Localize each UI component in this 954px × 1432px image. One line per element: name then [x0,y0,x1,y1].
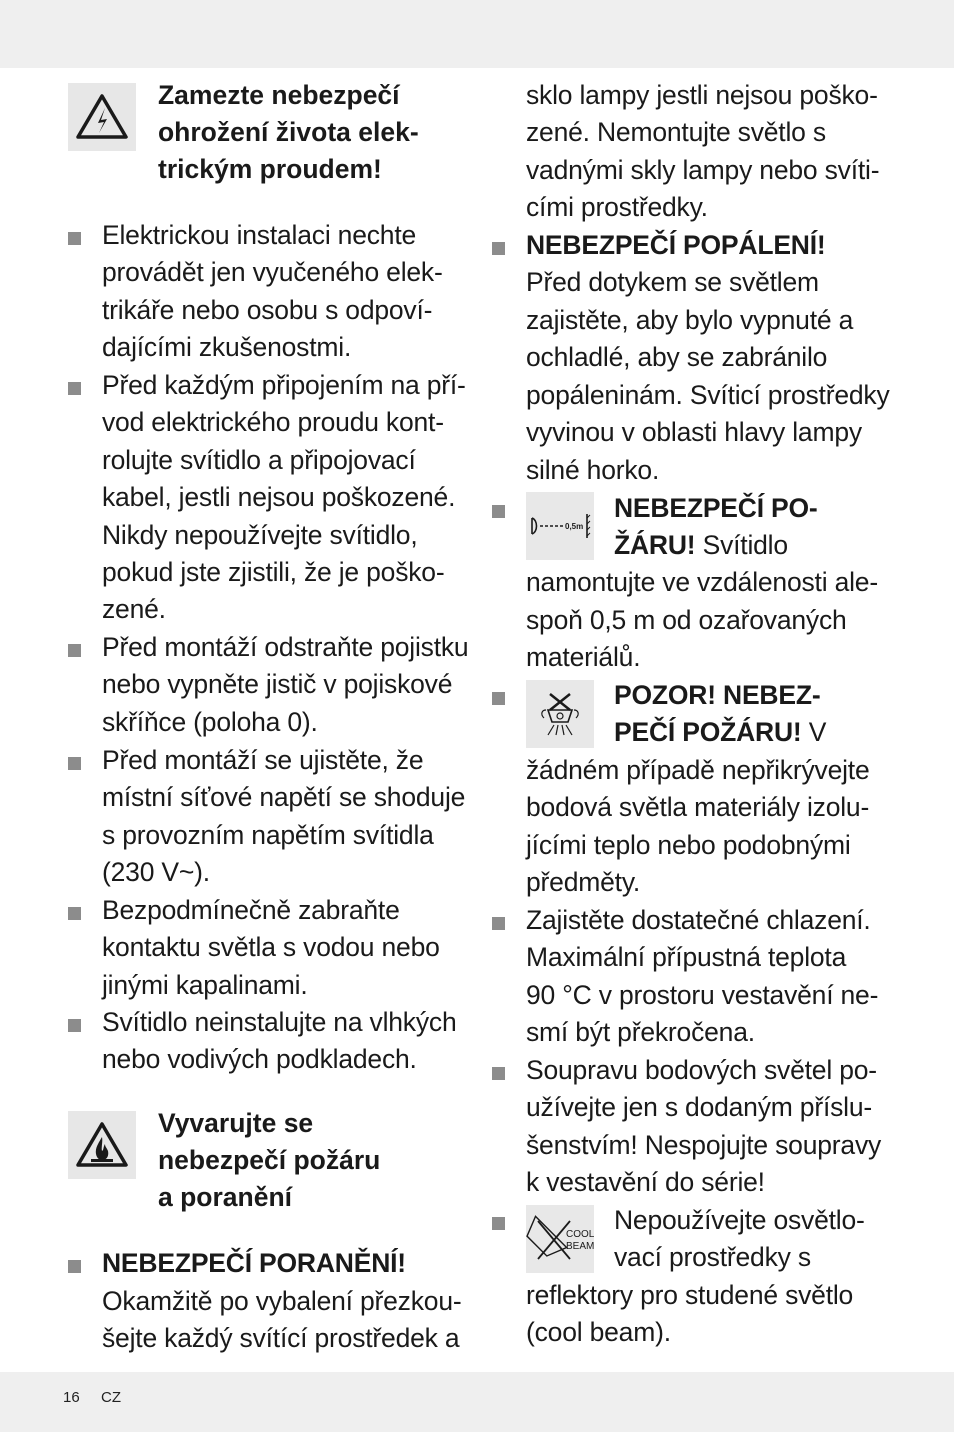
list-item-line: smí být překročena. [526,1017,755,1047]
bullet-square [68,1260,81,1273]
list-item-line: zené. Nemontujte světlo s [526,117,826,147]
top-band [0,0,954,68]
list-item-line: (cool beam). [526,1317,671,1347]
list-item-line: namontujte ve vzdálenosti ale- [526,567,878,597]
list-item-line: popáleninám. Svíticí prostředky [526,380,890,410]
bullet-square [492,1217,505,1230]
burn-danger-title: NEBEZPEČÍ POPÁLENÍ! [526,230,826,260]
fire-caution-title-line [614,714,826,752]
cool-beam-icon-label-2: BEAM [566,1241,595,1252]
electric-warning-heading-line: trickým proudem! [158,154,382,184]
list-item-line: spoň 0,5 m od ozařovaných [526,605,847,635]
list-item-line: k vestavění do série! [526,1167,765,1197]
bullet-square [68,757,81,770]
distance-icon-label: 0,5m [565,522,584,531]
list-item-line: šenstvím! Nespojujte soupravy [526,1130,882,1160]
list-item-line: s provozním napětím svítidla [102,820,434,850]
list-item-line: bodová světla materiály izolu- [526,792,870,822]
list-item-line: zajistěte, aby bylo vypnuté a [526,305,854,335]
distance-icon [526,492,594,560]
bullet-square [492,692,505,705]
electric-warning-heading-line: Zamezte nebezpečí [158,80,400,110]
list-item-line: Před montáží se ujistěte, že [102,745,424,775]
bullet-square [492,917,505,930]
fire-caution-title: POZOR! NEBEZ- [614,680,821,710]
bullet-square [68,382,81,395]
list-item-line: Nikdy nepoužívejte svítidlo, [102,520,418,550]
list-item-line: užívejte jen s dodaným příslu- [526,1092,873,1122]
list-item-line: 90 °C v prostoru vestavění ne- [526,980,879,1010]
list-item-line: jícími teplo nebo podobnými [526,830,851,860]
list-item-line: Zajistěte dostatečné chlazení. [526,905,871,935]
list-item-line: ochladlé, aby se zabránilo [526,342,828,372]
bullet-square [68,1019,81,1032]
list-item-line: Elektrickou instalaci nechte [102,220,417,250]
list-item-line: zené. [102,594,166,624]
list-item-line: materiálů. [526,642,641,672]
list-item-line: Maximální přípustná teplota [526,942,847,972]
list-item-line: (230 V~). [102,857,210,887]
fire-caution-inline-text: V [801,717,827,747]
list-item-line: cími prostředky. [526,192,708,222]
list-item-line: kontaktu světla s vodou nebo [102,932,440,962]
list-item-line: vod elektrického proudu kont- [102,407,444,437]
no-cover-icon [526,680,594,748]
list-item-line: nebo vodivých podkladech. [102,1044,417,1074]
list-item-line: provádět jen vyučeného elek- [102,257,443,287]
language-code: CZ [101,1389,121,1406]
injury-danger-title: NEBEZPEČÍ PORANĚNÍ! [102,1248,406,1278]
list-item-line: Svítidlo neinstalujte na vlhkých [102,1007,457,1037]
list-item-line: Před každým připojením na pří- [102,370,466,400]
list-item-line: sklo lampy jestli nejsou poško- [526,80,878,110]
cool-beam-icon-label-1: COOL [566,1229,595,1240]
list-item-line: vyvinou v oblasti hlavy lampy [526,417,862,447]
list-item-line: kabel, jestli nejsou poškozené. [102,482,456,512]
bullet-square [492,242,505,255]
bullet-square [492,505,505,518]
list-item-line: Před dotykem se světlem [526,267,819,297]
list-item-line: trikáře nebo osobu s odpoví- [102,295,433,325]
fire-caution-title-b: PEČÍ POŽÁRU! [614,717,802,747]
electric-warning-heading-line: ohrožení života elek- [158,117,419,147]
bullet-square [68,232,81,245]
list-item-line: dajícími zkušenostmi. [102,332,352,362]
list-item-line: silné horko. [526,455,660,485]
page-footer [0,1372,954,1432]
electric-warning-icon [68,83,136,151]
fire-danger-title-b: ŽÁRU! [614,530,696,560]
list-item-line: Před montáží odstraňte pojistku [102,632,469,662]
fire-warning-heading-line: a poranění [158,1182,293,1212]
list-item-line: jinými kapalinami. [102,970,308,1000]
list-item-line: místní síťové napětí se shoduje [102,782,466,812]
list-item-line: předměty. [526,867,641,897]
fire-danger-title: NEBEZPEČÍ PO- [614,493,818,523]
bullet-square [492,1067,505,1080]
list-item-line: Nepoužívejte osvětlo- [614,1205,865,1235]
bullet-square [68,644,81,657]
fire-danger-title-line [614,527,788,565]
list-item-line: skříňce (poloha 0). [102,707,318,737]
list-item-line: vací prostředky s [614,1242,811,1272]
list-item-line: šejte každý svítící prostředek a [102,1323,460,1353]
page-number: 16 [63,1389,80,1406]
bullet-square [68,907,81,920]
list-item-line: Soupravu bodových světel po- [526,1055,877,1085]
fire-danger-inline-text: Svítidlo [695,530,788,560]
fire-warning-icon [68,1111,136,1179]
list-item-line: žádném případě nepřikrývejte [526,755,870,785]
fire-warning-heading-line: nebezpečí požáru [158,1145,381,1175]
no-cool-beam-icon [526,1205,594,1273]
list-item-line: nebo vypněte jistič v pojiskové [102,669,453,699]
list-item-line: vadnými skly lampy nebo svíti- [526,155,880,185]
fire-warning-heading-line: Vyvarujte se [158,1108,314,1138]
list-item-line: Bezpodmínečně zabraňte [102,895,400,925]
list-item-line: reflektory pro studené světlo [526,1280,854,1310]
list-item-line: rolujte svítidlo a připojovací [102,445,416,475]
list-item-line: Okamžitě po vybalení přezkou- [102,1286,462,1316]
list-item-line: pokud jste zjistili, že je poško- [102,557,445,587]
